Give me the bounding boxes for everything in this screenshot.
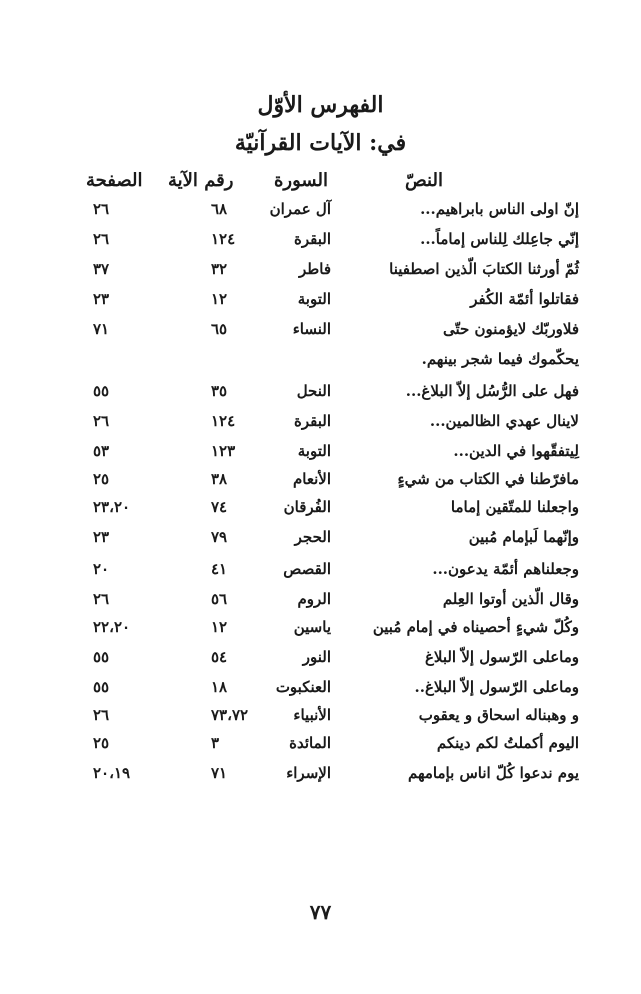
page-reference: ٣٧ <box>93 260 110 278</box>
page-reference: ٢٦ <box>93 706 110 724</box>
ayah-number: ٧١ <box>211 764 228 782</box>
verse-text: لاينال عهدي الظالمين... <box>429 412 579 430</box>
page-reference: ٢٣،٢٠ <box>93 498 131 516</box>
verse-text: إنّي جاعِلك لِلناس إماماً... <box>420 230 579 248</box>
ayah-number: ١٢ <box>211 618 228 636</box>
page-reference: ٢٦ <box>93 412 110 430</box>
verse-text: وقال الّذين أوتوا العِلم <box>442 590 579 608</box>
surah-name: الأنعام <box>293 470 331 488</box>
surah-name: الفُرقان <box>283 498 331 516</box>
ayah-number: ١٨ <box>211 678 228 696</box>
verse-text: إنّ اولى الناس بابراهيم... <box>420 200 579 218</box>
page-reference: ٢٥ <box>93 734 110 752</box>
surah-name: المائدة <box>289 734 331 752</box>
header-text: النصّ <box>405 170 443 191</box>
surah-name: البقرة <box>294 412 331 430</box>
surah-name: التوبة <box>297 290 331 308</box>
header-ayah: رقم الآية <box>168 170 234 191</box>
verse-text: و وهبناله اسحاق و يعقوب <box>418 706 579 724</box>
index-title: الفهرس الأوّل <box>257 92 384 118</box>
page-reference: ٥٥ <box>93 648 110 666</box>
surah-name: العنكبوت <box>275 678 331 696</box>
ayah-number: ٧٣،٧٢ <box>211 706 249 724</box>
surah-name: الروم <box>297 590 331 608</box>
header-page: الصفحة <box>86 170 143 191</box>
surah-name: الأنبياء <box>293 706 331 724</box>
surah-name: النحل <box>296 382 331 400</box>
verse-text: لِيتفقّهوا في الدين... <box>453 442 579 460</box>
page-reference: ٥٣ <box>93 442 110 460</box>
ayah-number: ٥٦ <box>211 590 228 608</box>
page-reference: ٢٦ <box>93 590 110 608</box>
index-subtitle: في: الآيات القرآنيّة <box>234 130 407 156</box>
page-reference: ٢٢،٢٠ <box>93 618 131 636</box>
verse-text: وكُلّ شيءٍ أحصيناه في إمام مُبين <box>372 618 579 636</box>
ayah-number: ٧٩ <box>211 528 228 546</box>
page-reference: ٢٠ <box>93 560 110 578</box>
verse-text: فقاتلوا أئمّة الكُفر <box>470 290 579 308</box>
verse-text: ثُمّ أورثنا الكتابَ الّذين اصطفينا <box>389 260 579 278</box>
verse-text: وإنّهما لَبإمام مُبين <box>468 528 579 546</box>
verse-text: فلاوربّك لايؤمنون حتّى <box>443 320 579 338</box>
verse-text: مافرّطنا في الكتاب من شيءٍ <box>397 470 579 488</box>
ayah-number: ٣٨ <box>211 470 228 488</box>
ayah-number: ٦٥ <box>211 320 228 338</box>
page-reference: ٢٥ <box>93 470 110 488</box>
surah-name: الإسراء <box>286 764 331 782</box>
page-number: ٧٧ <box>309 900 332 924</box>
ayah-number: ٣٢ <box>211 260 228 278</box>
page-reference: ٢٦ <box>93 230 110 248</box>
verse-text: فهل على الرُّسُل إلاّ البلاغ... <box>405 382 579 400</box>
header-surah: السورة <box>274 170 328 191</box>
page-reference: ٥٥ <box>93 678 110 696</box>
surah-name: النور <box>302 648 331 666</box>
ayah-number: ١٢٣ <box>211 442 236 460</box>
surah-name: النساء <box>292 320 331 338</box>
ayah-number: ٦٨ <box>211 200 228 218</box>
surah-name: فاطر <box>299 260 331 278</box>
ayah-number: ٧٤ <box>211 498 228 516</box>
verse-text-continued: يحكّموك فيما شجر بينهم. <box>421 350 579 368</box>
ayah-number: ٣ <box>211 734 220 752</box>
page-reference: ٢٣ <box>93 290 110 308</box>
ayah-number: ٥٤ <box>211 648 228 666</box>
page-reference: ٢٦ <box>93 200 110 218</box>
surah-name: القصص <box>283 560 331 578</box>
page-reference: ٢٠،١٩ <box>93 764 131 782</box>
ayah-number: ١٢ <box>211 290 228 308</box>
surah-name: آل عمران <box>269 200 331 218</box>
verse-text: وماعلى الرّسول إلاّ البلاغ.. <box>414 678 579 696</box>
ayah-number: ٤١ <box>211 560 228 578</box>
ayah-number: ١٢٤ <box>211 230 236 248</box>
surah-name: ياسين <box>293 618 331 636</box>
surah-name: التوبة <box>297 442 331 460</box>
page-reference: ٧١ <box>93 320 110 338</box>
verse-text: واجعلنا للمتّقين إماما <box>450 498 579 516</box>
surah-name: الحجر <box>294 528 331 546</box>
verse-text: اليوم أكملتُ لكم دينكم <box>436 734 579 752</box>
page-reference: ٥٥ <box>93 382 110 400</box>
surah-name: البقرة <box>294 230 331 248</box>
ayah-number: ٣٥ <box>211 382 228 400</box>
page-reference: ٢٣ <box>93 528 110 546</box>
verse-text: وجعلناهم أئمّة يدعون... <box>432 560 579 578</box>
ayah-number: ١٢٤ <box>211 412 236 430</box>
verse-text: وماعلى الرّسول إلاّ البلاغ <box>424 648 579 666</box>
verse-text: يوم ندعوا كُلّ اناس بإمامهم <box>407 764 579 782</box>
